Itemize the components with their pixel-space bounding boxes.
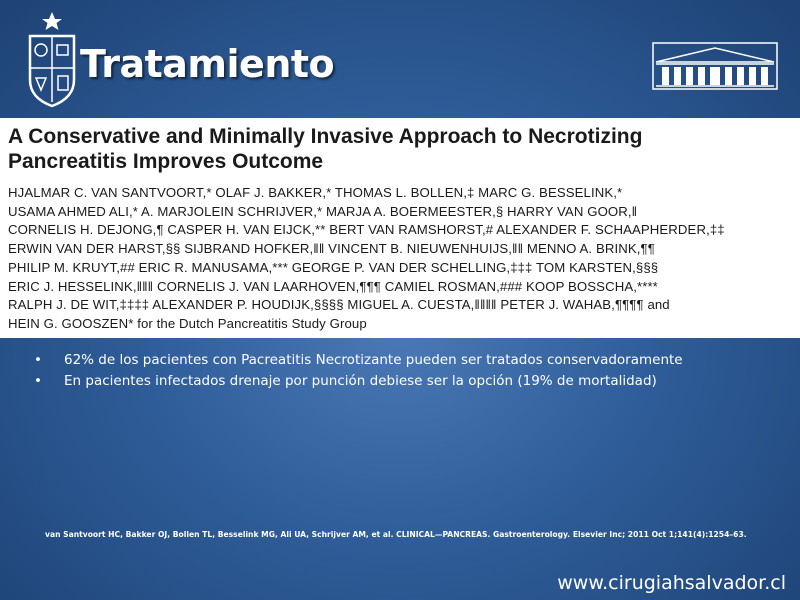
- bullet-icon: •: [34, 352, 42, 368]
- hospital-building-logo: [652, 42, 778, 90]
- author-line: HEIN G. GOOSZEN* for the Dutch Pancreatitis Study Group: [8, 315, 367, 331]
- university-crest-logo: [26, 10, 78, 110]
- author-line: USAMA AHMED ALI,* A. MARJOLEIN SCHRIJVER,* MARJA A. BOERMEESTER,§ HARRY VAN GOOR,‖: [8, 203, 638, 219]
- paper-authors: [8, 184, 792, 334]
- website-url: www.cirugiahsalvador.cl: [557, 572, 786, 594]
- author-line: PHILIP M. KRUYT,## ERIC R. MANUSAMA,*** GEORGE P. VAN DER SCHELLING,‡‡‡ TOM KARSTEN,§§§: [8, 259, 659, 275]
- author-line: CORNELIS H. DEJONG,¶ CASPER H. VAN EIJCK,** BERT VAN RAMSHORST,# ALEXANDER F. SCHAAPHERDER,‡‡: [8, 222, 725, 238]
- paper-title: [8, 124, 792, 174]
- bullet-icon: •: [34, 373, 42, 389]
- bullet-text: 62% de los pacientes con Pacreatitis Necrotizante pueden ser tratados conservadoramente: [64, 352, 683, 368]
- bullet-list: [34, 350, 774, 392]
- bullet-item: [34, 350, 774, 371]
- paper-excerpt: [0, 118, 800, 338]
- paper-title-line-2: Pancreatitis Improves Outcome: [8, 150, 324, 173]
- bullet-text: En pacientes infectados drenaje por punción debiese ser la opción (19% de mortalidad): [64, 373, 657, 389]
- citation: van Santvoort HC, Bakker OJ, Bollen TL, Besselink MG, Ali UA, Schrijver AM, et al. CLINICAL—PANCREAS. Gastroenterology. Elsevier Inc; 2011 Oct 1;141(4):1254–63.: [45, 530, 747, 539]
- author-line: ERWIN VAN DER HARST,§§ SIJBRAND HOFKER,‖‖ VINCENT B. NIEUWENHUIJS,‖‖ MENNO A. BRINK,¶¶: [8, 241, 655, 257]
- author-line: ERIC J. HESSELINK,‖‖‖ CORNELIS J. VAN LAARHOVEN,¶¶¶ CAMIEL ROSMAN,### KOOP BOSSCHA,****: [8, 278, 658, 294]
- bullet-item: [34, 371, 774, 392]
- author-line: HJALMAR C. VAN SANTVOORT,* OLAF J. BAKKER,* THOMAS L. BOLLEN,‡ MARC G. BESSELINK,*: [8, 185, 623, 200]
- paper-title-line-1: A Conservative and Minimally Invasive Approach to Necrotizing: [8, 125, 643, 148]
- slide-title: Tratamiento: [80, 42, 335, 86]
- author-line: RALPH J. DE WIT,‡‡‡‡ ALEXANDER P. HOUDIJK,§§§§ MIGUEL A. CUESTA,‖‖‖‖ PETER J. WAHAB,¶¶¶¶ and: [8, 297, 670, 313]
